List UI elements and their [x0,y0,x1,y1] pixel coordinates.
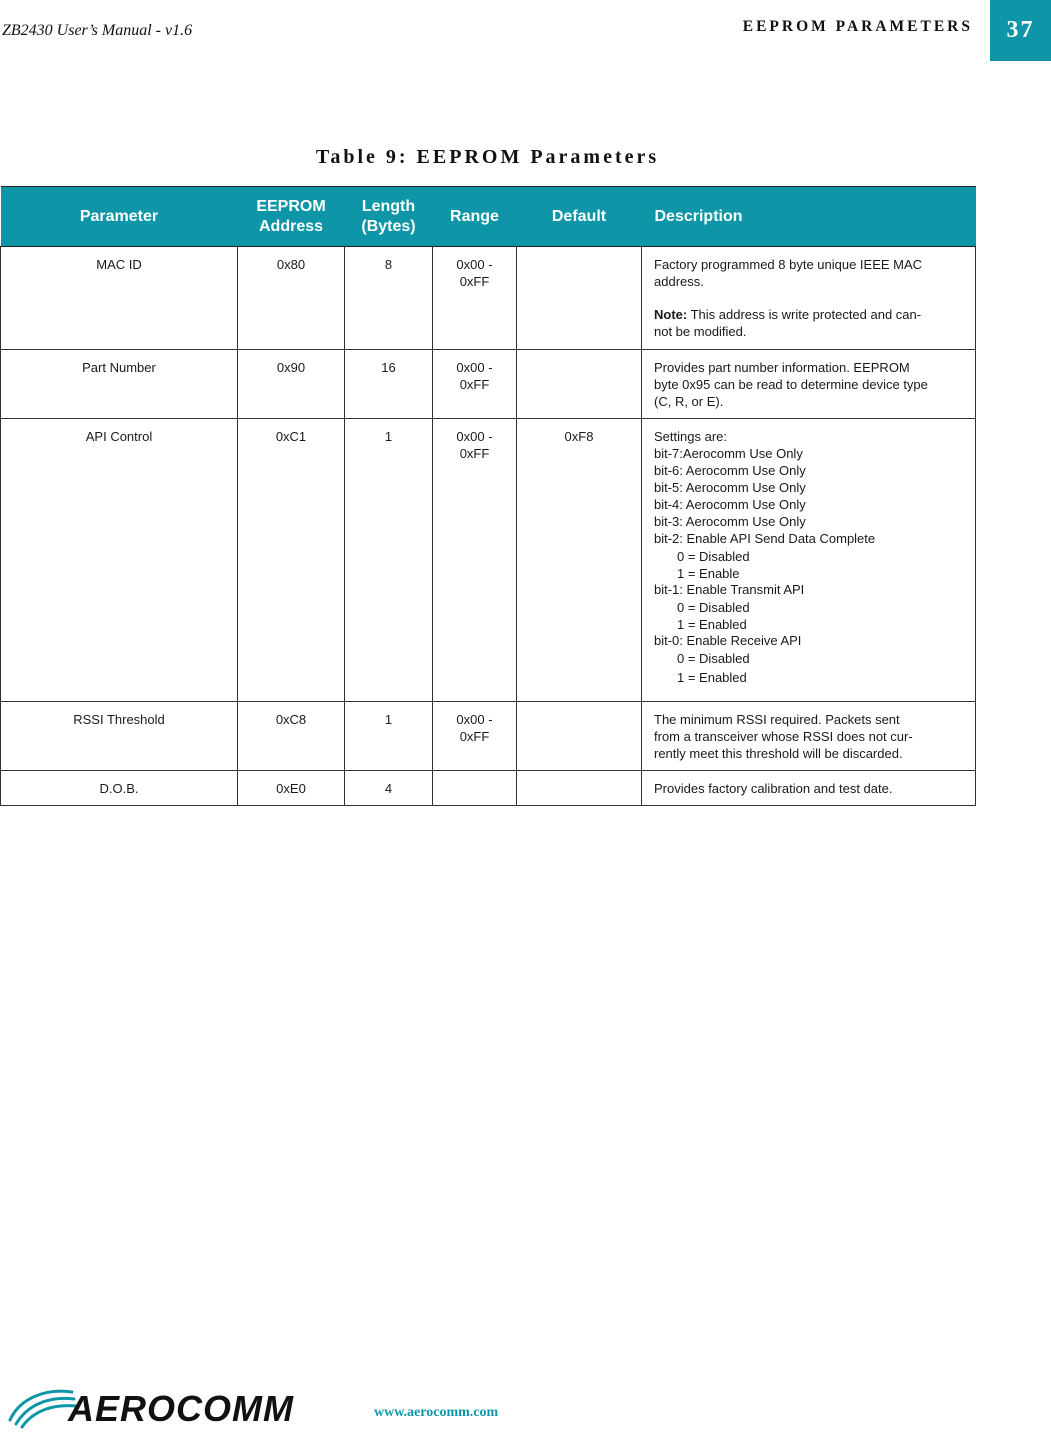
desc-line: bit-7:Aerocomm Use Only [654,446,803,461]
header-range: Range [433,187,517,247]
desc-line: The minimum RSSI required. Packets sent [654,712,900,727]
cell-default: 0xF8 [517,419,642,702]
note-label: Note: [654,307,688,322]
cell-parameter: Part Number [1,350,238,419]
cell-description [642,771,976,806]
cell-parameter: D.O.B. [1,771,238,806]
cell-default [517,771,642,806]
cell-range [433,771,517,806]
cell-default [517,702,642,771]
range-line2: 0xFF [459,274,490,289]
cell-parameter: RSSI Threshold [1,702,238,771]
desc-option: 1 = Enable [677,566,740,581]
desc-line: bit-5: Aerocomm Use Only [654,480,806,495]
cell-range [433,350,517,419]
cell-length: 1 [345,419,433,702]
desc-option: 0 = Disabled [677,651,750,666]
desc-option: 1 = Enabled [677,617,747,632]
table-row [1,350,976,419]
desc-line: bit-4: Aerocomm Use Only [654,497,806,512]
header-parameter: Parameter [1,187,238,247]
cell-range [433,702,517,771]
desc-line: Factory programmed 8 byte unique IEEE MAC [654,257,923,272]
logo-wordmark: AEROCOMM [68,1388,294,1429]
note-line1: This address is write protected and can- [687,307,922,322]
desc-line: (C, R, or E). [654,394,724,409]
table-caption: Table 9: EEPROM Parameters [315,146,660,168]
range-line1: 0x00 - [456,360,493,375]
cell-range [433,247,517,350]
cell-length: 1 [345,702,433,771]
range-line2: 0xFF [459,446,490,461]
desc-option: 1 = Enabled [677,670,747,685]
desc-line: bit-2: Enable API Send Data Complete [654,531,876,546]
range-line2: 0xFF [459,729,490,744]
cell-description [642,247,976,350]
desc-line: byte 0x95 can be read to determine device type [654,377,928,392]
table-row [1,702,976,771]
table-row [1,771,976,806]
desc-line: Provides factory calibration and test date. [654,781,893,796]
desc-line: from a transceiver whose RSSI does not cur- [654,729,913,744]
page-number-badge [990,0,1051,61]
section-title: EEPROM PARAMETERS [742,18,973,35]
desc-line: bit-0: Enable Receive API [654,633,802,648]
desc-line: address. [654,274,704,289]
page-number: 37 [1006,17,1035,43]
cell-default [517,247,642,350]
desc-line: bit-6: Aerocomm Use Only [654,463,806,478]
aerocomm-logo-graphic [6,1380,366,1430]
header-eeprom-address [238,187,345,247]
header-address-line1: EEPROM [256,197,326,215]
note-text [654,306,963,323]
range-line1: 0x00 - [456,712,493,727]
cell-length: 8 [345,247,433,350]
cell-address: 0xC8 [238,702,345,771]
desc-line: Provides part number information. EEPROM [654,360,910,375]
cell-description [642,702,976,771]
header-default: Default [517,187,642,247]
desc-line: Settings are: [654,429,727,444]
cell-parameter: MAC ID [1,247,238,350]
cell-address: 0x80 [238,247,345,350]
footer-url[interactable]: www.aerocomm.com [374,1405,499,1420]
eeprom-parameters-table [0,186,976,806]
cell-address: 0x90 [238,350,345,419]
header-length [345,187,433,247]
header-length-line1: Length [361,197,416,215]
header-address-line2: Address [258,217,324,235]
cell-address: 0xC1 [238,419,345,702]
cell-default [517,350,642,419]
note-line2: not be modified. [654,324,747,339]
document-title: ZB2430 User’s Manual - v1.6 [2,22,193,39]
desc-line: bit-1: Enable Transmit API [654,582,805,597]
cell-description [642,419,976,702]
range-line1: 0x00 - [456,257,493,272]
table-header-row [1,187,976,247]
desc-line: bit-3: Aerocomm Use Only [654,514,806,529]
desc-option: 0 = Disabled [677,549,750,564]
aerocomm-logo [6,1380,366,1435]
table-row [1,419,976,702]
range-line1: 0x00 - [456,429,493,444]
cell-description [642,350,976,419]
cell-parameter: API Control [1,419,238,702]
header-length-line2: (Bytes) [361,217,416,235]
cell-length: 4 [345,771,433,806]
header-description: Description [642,187,976,247]
range-line2: 0xFF [459,377,490,392]
table-row [1,247,976,350]
desc-option: 0 = Disabled [677,600,750,615]
cell-range [433,419,517,702]
desc-line: rently meet this threshold will be discarded. [654,746,903,761]
cell-address: 0xE0 [238,771,345,806]
cell-length: 16 [345,350,433,419]
